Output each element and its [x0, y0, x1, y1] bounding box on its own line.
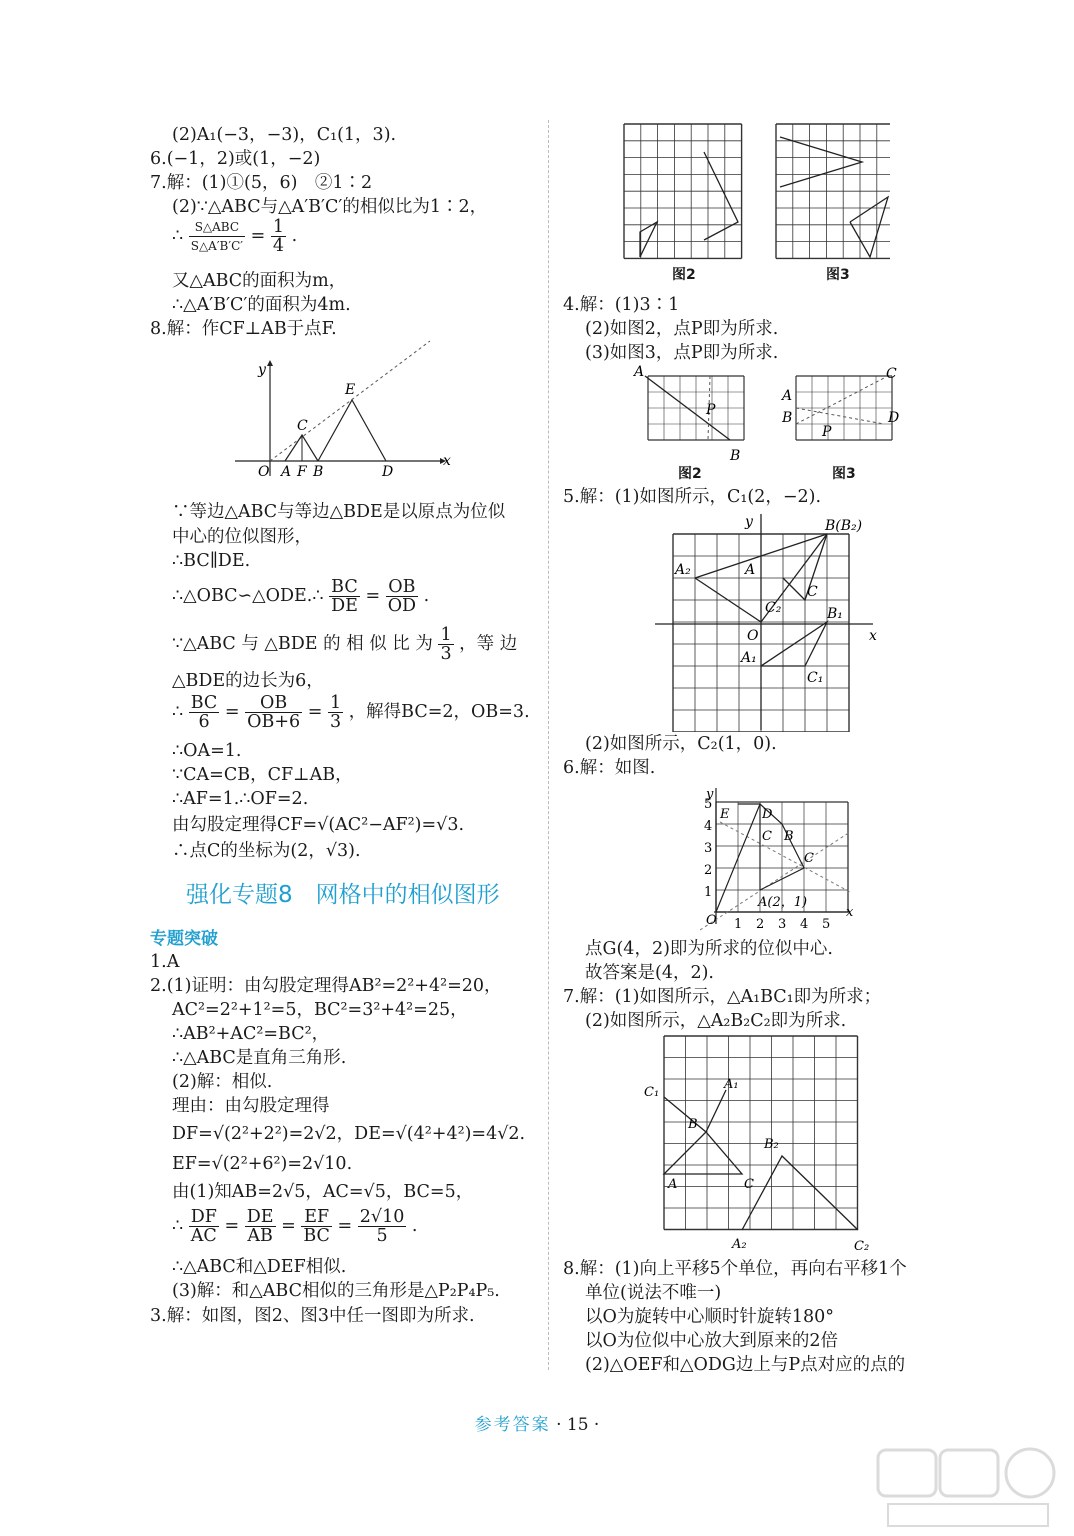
svg-text:5: 5	[704, 797, 713, 812]
svg-text:5: 5	[822, 917, 831, 932]
grid-figure-2b	[648, 376, 744, 440]
line-r5-1: 5.解：(1)如图所示，C₁(2，−2).	[563, 487, 822, 507]
label-d: D	[382, 464, 394, 480]
line-r8-4: 以O为位似中心放大到原来的2倍	[585, 1331, 838, 1351]
line-r6-3: 故答案是(4，2).	[585, 963, 714, 983]
line-r7-2: (2)如图所示，△A₂B₂C₂即为所求.	[585, 1011, 847, 1031]
svg-text:C₂: C₂	[854, 1239, 870, 1254]
svg-text:B: B	[782, 410, 793, 426]
label-o: O	[258, 464, 270, 480]
watermark-logo	[868, 1442, 1068, 1532]
line-s2-3: ∴AB²+AC²=BC²，	[172, 1024, 330, 1044]
label-y: y	[258, 362, 266, 378]
svg-text:2: 2	[704, 863, 713, 878]
line-s3: 3.解：如图，图2、图3中任一图即为所求.	[150, 1306, 475, 1326]
svg-text:E: E	[720, 807, 730, 822]
figure-q7	[640, 1032, 880, 1254]
line-q6: 6.(−1，2)或(1，−2)	[150, 149, 321, 169]
fig3b-dashed	[796, 378, 884, 424]
svg-text:A₂: A₂	[675, 562, 691, 578]
y-axis-arrow	[267, 360, 273, 366]
section-title: 强化专题8 网格中的相似图形	[186, 882, 500, 908]
caption-figure-2b: 图2	[678, 466, 702, 482]
line-s2-11: ∴△ABC和△DEF相似.	[172, 1257, 347, 1277]
svg-text:B: B	[784, 829, 794, 844]
line-q7-2: (2)∵△ABC与△A′B′C′的相似比为1∶2，	[172, 197, 488, 217]
svg-text:x: x	[846, 905, 854, 920]
line-r4-3: (3)如图3，点P即为所求.	[585, 343, 779, 363]
svg-text:y: y	[706, 787, 714, 802]
line-r4-1: 4.解：(1)3∶1	[563, 295, 680, 315]
fig2a-small-triangle	[640, 222, 657, 257]
svg-text:C: C	[804, 851, 814, 866]
fig3b-dashed-2	[796, 408, 884, 424]
line-q8-4: ∴BC∥DE.	[172, 551, 251, 571]
page-number: · 15 ·	[556, 1415, 600, 1435]
svg-text:C₁: C₁	[644, 1085, 660, 1100]
svg-text:B: B	[730, 448, 741, 464]
line-q5-2: (2)A₁(−3，−3)，C₁(1，3).	[172, 125, 397, 145]
line-q8-5: ∴△OBC∽△ODE.∴ $\frac{BC}{DE}$ = $\frac{OB}{OD}$ .	[172, 577, 430, 616]
fraction-area: $\frac{\text{S△ABC}}{S\triangle A'B'C'}$	[190, 220, 244, 253]
line-s2-4: ∴△ABC是直角三角形.	[172, 1048, 347, 1068]
svg-text:1: 1	[704, 885, 713, 900]
svg-text:C: C	[744, 1177, 754, 1192]
figure-q5	[655, 512, 880, 732]
svg-text:C₂: C₂	[765, 600, 782, 616]
caption-figure-3b: 图3	[832, 466, 856, 482]
line-q7-1: 7.解：(1)①(5，6) ②1∶2	[150, 173, 373, 193]
svg-text:A: A	[782, 388, 793, 404]
line-q7-3: 又△ABC的面积为m，	[172, 271, 347, 291]
svg-text:y: y	[745, 514, 753, 530]
line-r8-1: 8.解：(1)向上平移5个单位，再向右平移1个	[563, 1259, 907, 1279]
line-q8-6: ∵△ABC 与 △BDE 的 相 似 比 为 $\frac{1}{3}$ ，等 边	[172, 625, 518, 664]
line-r5-2: (2)如图所示，C₂(1，0).	[585, 734, 777, 754]
svg-text:O: O	[747, 628, 759, 644]
figure-q6	[700, 782, 860, 932]
svg-text:A: A	[745, 562, 756, 578]
q6-dashed-1	[700, 832, 850, 930]
line-q7-area-ratio: ∴ $\frac{\text{S△ABC}}{S\triangle A'B'C'}$ = $\frac{1}{4}$ .	[172, 217, 298, 256]
grid-figure-3b	[796, 376, 892, 440]
caption-figure-2a: 图2	[672, 267, 696, 283]
svg-text:x: x	[869, 628, 877, 644]
line-q8-2: ∵等边△ABC与等边△BDE是以原点为位似	[172, 502, 506, 522]
line-r8-5: (2)△OEF和△ODG边上与P点对应的点的	[585, 1355, 906, 1375]
svg-text:1: 1	[734, 917, 743, 932]
grid-figure-3a	[776, 124, 890, 258]
line-r6-2: 点G(4，2)即为所求的位似中心.	[585, 939, 833, 959]
svg-text:A₁: A₁	[724, 1077, 739, 1092]
svg-text:3: 3	[778, 917, 787, 932]
svg-text:B₂: B₂	[764, 1137, 779, 1152]
line-s2-7: DF=√(2²+2²)=2√2，DE=√(4²+4²)=4√2.	[172, 1124, 526, 1144]
line-s2-10: ∴ $\frac{DF}{AC}$ = $\frac{DE}{AB}$ = $\frac{EF}{BC}$ = $\frac{2√10}{5}$ .	[172, 1207, 418, 1246]
svg-text:P: P	[706, 402, 716, 418]
svg-text:D: D	[762, 807, 773, 822]
label-x: x	[443, 453, 451, 469]
line-q8-13: ∴点C的坐标为(2，√3).	[172, 841, 361, 861]
svg-text:2: 2	[756, 917, 765, 932]
svg-text:A₁: A₁	[741, 650, 757, 666]
line-r6-1: 6.解：如图.	[563, 758, 656, 778]
grid-figure-2a	[624, 124, 742, 258]
q7-triangle-2	[742, 1156, 858, 1230]
fig2a-shape	[704, 152, 738, 240]
line-q8-10: ∵CA=CB，CF⊥AB，	[172, 765, 353, 785]
line-q7-4: ∴△A′B′C′的面积为4m.	[172, 295, 351, 315]
q7-triangle-1	[664, 1097, 742, 1174]
svg-text:4: 4	[800, 917, 809, 932]
column-divider	[548, 120, 549, 1370]
page-footer	[0, 1410, 1074, 1435]
svg-text:B₁: B₁	[827, 606, 843, 622]
caption-figure-3a: 图3	[826, 267, 850, 283]
line-q8-8: ∴ $\frac{BC}{6}$ = $\frac{OB}{OB+6}$ = $\frac{1}{3}$ ，解得BC=2，OB=3.	[172, 693, 530, 732]
svg-text:A: A	[634, 364, 645, 380]
line-r4-2: (2)如图2，点P即为所求.	[585, 319, 779, 339]
line-s2-12: (3)解：和△ABC相似的三角形是△P₂P₄P₅.	[172, 1281, 500, 1301]
fraction-one-quarter: $\frac{1}{4}$	[272, 217, 284, 256]
q7-segment-a1	[706, 1090, 726, 1132]
line-q8-1: 8.解：作CF⊥AB于点F.	[150, 319, 337, 339]
line-s2-2: AC²=2²+1²=5，BC²=3²+4²=25，	[172, 1000, 468, 1020]
label-f: F	[297, 464, 307, 480]
line-s1: 1.A	[150, 952, 180, 972]
svg-text:A(2，1): A(2，1)	[758, 895, 808, 910]
line-s2-6: 理由：由勾股定理得	[172, 1096, 330, 1116]
svg-text:4: 4	[704, 819, 713, 834]
label-a: A	[281, 464, 292, 480]
svg-text:P: P	[822, 424, 832, 440]
line-q8-12: 由勾股定理得CF=√(AC²−AF²)=√3.	[172, 815, 465, 835]
svg-text:A₂: A₂	[732, 1237, 747, 1252]
label-c: C	[297, 418, 308, 434]
line-q8-3: 中心的位似图形，	[172, 527, 312, 547]
line-r7-1: 7.解：(1)如图所示，△A₁BC₁即为所求；	[563, 987, 882, 1007]
svg-text:C₁: C₁	[807, 670, 824, 686]
svg-text:B(B₂): B(B₂)	[825, 518, 863, 534]
label-b: B	[313, 464, 324, 480]
triangle-bde	[318, 400, 386, 461]
svg-text:B: B	[688, 1117, 698, 1132]
subsection-title: 专题突破	[150, 929, 218, 949]
label-e: E	[345, 382, 356, 398]
svg-text:D: D	[888, 410, 900, 426]
fig3a-triangle	[850, 197, 888, 257]
line-s2-5: (2)解：相似.	[172, 1072, 273, 1092]
q6-shape-2	[738, 804, 760, 890]
figures-q3	[620, 122, 890, 262]
svg-text:3: 3	[704, 841, 713, 856]
line-s2-9: 由(1)知AB=2√5，AC=√5，BC=5，	[172, 1182, 474, 1202]
line-s2-8: EF=√(2²+6²)=2√10.	[172, 1154, 353, 1174]
svg-text:O: O	[706, 913, 717, 928]
line-s2-1: 2.(1)证明：由勾股定理得AB²=2²+4²=20，	[150, 976, 502, 996]
svg-text:A: A	[668, 1177, 678, 1192]
line-r8-2: 单位(说法不唯一)	[585, 1283, 722, 1303]
svg-text:C: C	[807, 584, 818, 600]
line-r8-3: 以O为旋转中心顺时针旋转180°	[585, 1307, 834, 1327]
svg-text:C: C	[886, 366, 897, 382]
line-q8-9: ∴OA=1.	[172, 741, 242, 761]
dashed-ray	[270, 341, 430, 461]
line-q8-11: ∴AF=1.∴OF=2.	[172, 789, 309, 809]
line-q8-7: △BDE的边长为6，	[172, 671, 324, 691]
fig3a-shape	[780, 137, 862, 187]
figures-q4	[630, 364, 910, 464]
footer-label: 参考答案	[474, 1415, 551, 1435]
figure-q8-coordinate	[225, 336, 455, 481]
svg-text:C: C	[762, 829, 772, 844]
